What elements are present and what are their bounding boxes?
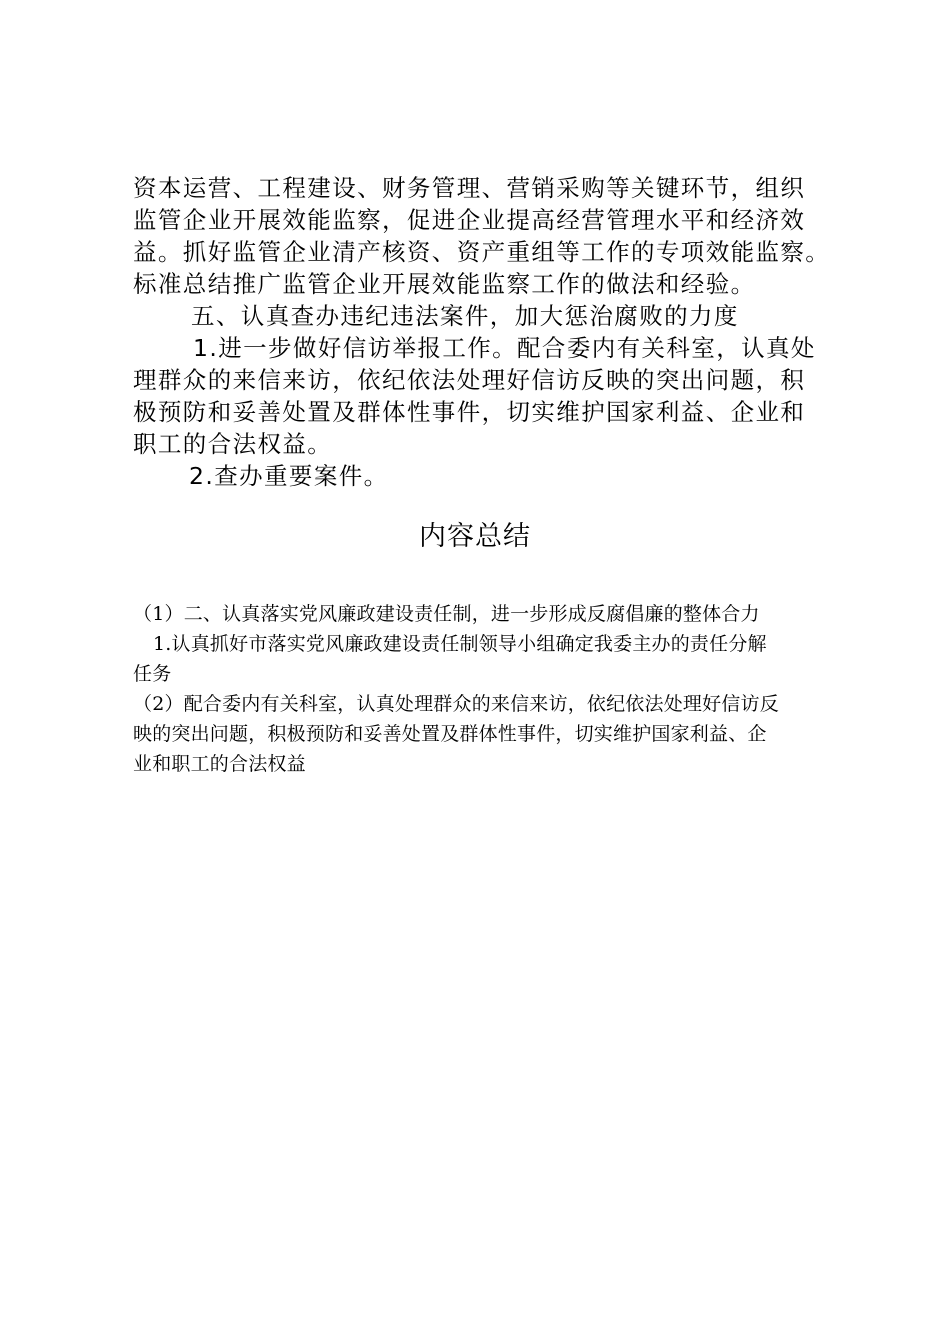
summary-line-5: 映的突出问题，积极预防和妥善处置及群体性事件，切实维护国家利益、企 xyxy=(133,723,767,745)
summary-line-2: 1.认真抓好市落实党风廉政建设责任制领导小组确定我委主办的责任分解 xyxy=(153,633,767,655)
item-1-line-4: 职工的合法权益。 xyxy=(133,430,333,458)
summary-heading: 内容总结 xyxy=(419,521,531,552)
item-2: 2.查办重要案件。 xyxy=(189,462,389,490)
item-1-line-1: 1.进一步做好信访举报工作。配合委内有关科室，认真处 xyxy=(193,334,816,362)
item-1-line-3: 极预防和妥善处置及群体性事件，切实维护国家利益、企业和 xyxy=(133,398,806,426)
summary-line-1: （1）二、认真落实党风廉政建设责任制，进一步形成反腐倡廉的整体合力 xyxy=(133,603,760,625)
summary-line-6: 业和职工的合法权益 xyxy=(133,753,306,775)
item-1-line-2: 理群众的来信来访，依纪依法处理好信访反映的突出问题，积 xyxy=(133,366,806,394)
summary-line-4: （2）配合委内有关科室，认真处理群众的来信来访，依纪依法处理好信访反 xyxy=(133,693,779,715)
summary-section xyxy=(133,599,833,779)
body-line-3: 益。抓好监管企业清产核资、资产重组等工作的专项效能监察。 xyxy=(133,238,831,266)
section-heading: 五、认真查办违纪违法案件，加大惩治腐败的力度 xyxy=(191,302,739,330)
document-body xyxy=(133,172,838,492)
body-line-2: 监管企业开展效能监察，促进企业提高经营管理水平和经济效 xyxy=(133,206,806,234)
summary-line-3: 任务 xyxy=(133,663,172,685)
body-line-1: 资本运营、工程建设、财务管理、营销采购等关键环节，组织 xyxy=(133,174,806,202)
body-line-4: 标准总结推广监管企业开展效能监察工作的做法和经验。 xyxy=(133,270,756,298)
